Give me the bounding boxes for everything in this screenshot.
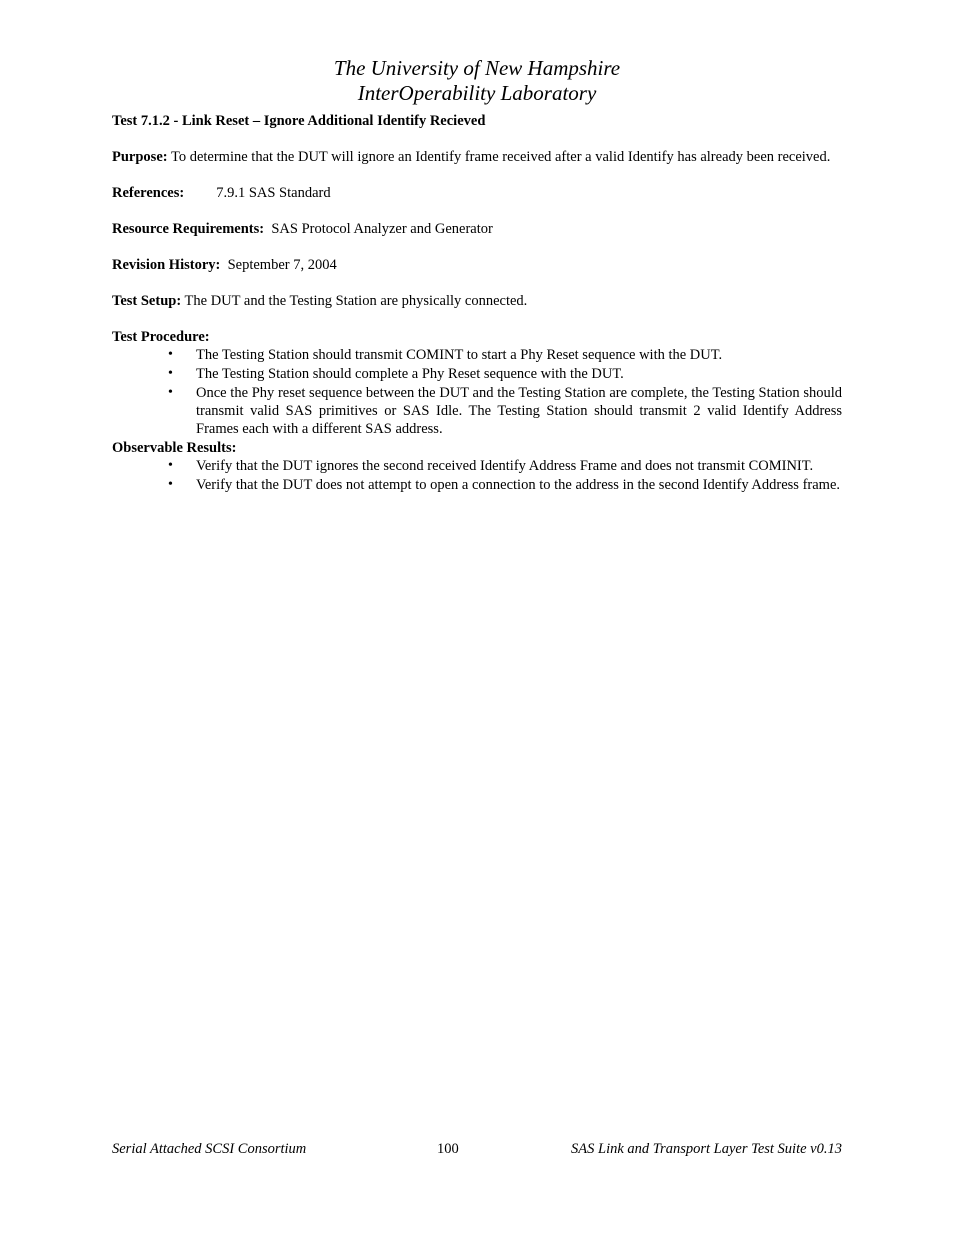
setup-label: Test Setup: xyxy=(112,293,182,309)
references-section xyxy=(112,184,842,202)
result-item xyxy=(112,476,842,494)
resource-text: SAS Protocol Analyzer and Generator xyxy=(271,221,493,237)
footer-suite-title: SAS Link and Transport Layer Test Suite v0.13 xyxy=(571,1141,842,1157)
page-footer xyxy=(112,1139,842,1159)
procedure-item-text: The Testing Station should complete a Phy Reset sequence with the DUT. xyxy=(196,366,624,382)
purpose-text: To determine that the DUT will ignore an Identify frame received after a valid Identify has already been received. xyxy=(170,149,831,165)
result-item-text: Verify that the DUT ignores the second received Identify Address Frame and does not transmit COMINIT. xyxy=(196,458,814,474)
resource-label: Resource Requirements: xyxy=(112,221,265,237)
bullet-icon: • xyxy=(168,385,173,400)
revision-section xyxy=(112,256,842,274)
procedure-item xyxy=(112,384,842,438)
references-text: 7.9.1 SAS Standard xyxy=(216,185,331,201)
procedure-label: Test Procedure: xyxy=(112,329,210,345)
results-label: Observable Results: xyxy=(112,440,237,456)
purpose-label: Purpose: xyxy=(112,149,168,165)
results-list xyxy=(112,457,842,494)
bullet-icon: • xyxy=(168,366,173,381)
bullet-icon: • xyxy=(168,458,173,473)
header-university: The University of New Hampshire xyxy=(333,56,621,80)
page-header xyxy=(0,56,954,106)
procedure-item xyxy=(112,346,842,364)
resource-section xyxy=(112,220,842,238)
test-title: Test 7.1.2 - Link Reset – Ignore Additional Identify Recieved xyxy=(112,113,486,129)
setup-section xyxy=(112,292,842,310)
footer-page-number: 100 xyxy=(437,1141,459,1157)
references-label: References: xyxy=(112,185,185,201)
procedure-item-text: The Testing Station should transmit COMINT to start a Phy Reset sequence with the DUT. xyxy=(196,347,723,363)
procedure-item xyxy=(112,365,842,383)
purpose-section xyxy=(112,148,842,166)
setup-text: The DUT and the Testing Station are physically connected. xyxy=(184,293,528,309)
procedure-item-text: Once the Phy reset sequence between the DUT and the Testing Station are complete, the Testing Station should transmit valid SAS primitives or SAS Idle. The Testing Station should transmit 2 valid Identify Address Frames each with a different SAS address. xyxy=(196,385,842,437)
procedure-list xyxy=(112,346,842,438)
revision-label: Revision History: xyxy=(112,257,221,273)
revision-text: September 7, 2004 xyxy=(227,257,337,273)
footer-consortium: Serial Attached SCSI Consortium xyxy=(112,1141,307,1157)
result-item-text: Verify that the DUT does not attempt to open a connection to the address in the second Identify Address frame. xyxy=(196,477,841,493)
header-laboratory: InterOperability Laboratory xyxy=(357,81,597,105)
bullet-icon: • xyxy=(168,347,173,362)
result-item xyxy=(112,457,842,475)
document-body xyxy=(112,112,842,495)
bullet-icon: • xyxy=(168,477,173,492)
